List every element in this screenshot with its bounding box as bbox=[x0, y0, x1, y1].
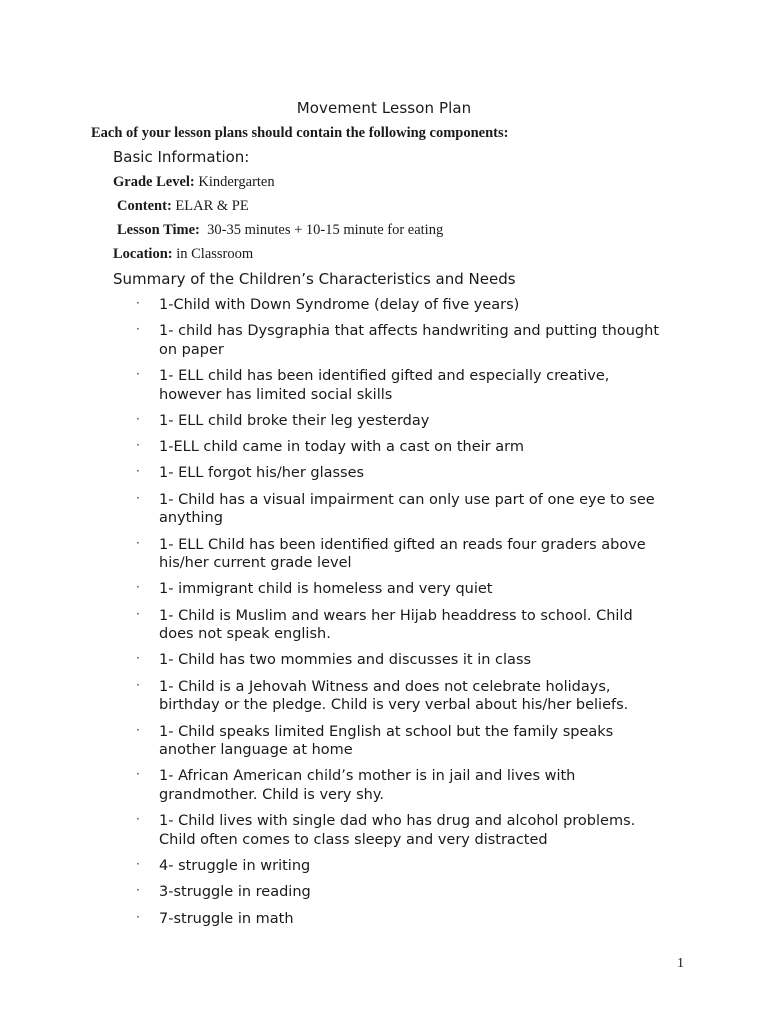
lesson-time-label: Lesson Time: bbox=[117, 222, 200, 238]
page-number: 1 bbox=[677, 956, 684, 971]
bullet-icon: · bbox=[136, 580, 140, 595]
list-item-text: 3-struggle in reading bbox=[159, 884, 311, 901]
list-item-text: 1- Child speaks limited English at school but the family speaks another language at home bbox=[159, 723, 614, 759]
bullet-icon: · bbox=[136, 606, 140, 621]
list-item-text: 1- child has Dysgraphia that affects handwriting and putting thought on paper bbox=[159, 323, 660, 358]
bullet-icon: · bbox=[136, 367, 140, 382]
bullet-icon: · bbox=[136, 535, 140, 550]
grade-level-line bbox=[113, 174, 275, 191]
location-line bbox=[113, 246, 253, 263]
location-label: Location: bbox=[113, 246, 173, 262]
list-item-text: 1- Child has a visual impairment can only use part of one eye to see anything bbox=[159, 491, 655, 527]
list-item bbox=[0, 322, 768, 359]
list-item bbox=[0, 812, 768, 849]
bullet-icon: · bbox=[136, 883, 140, 898]
content-value: ELAR & PE bbox=[171, 198, 249, 214]
list-item-text: 1- Child lives with single dad who has drug and alcohol problems. Child often comes to class sleepy and very distracted bbox=[159, 813, 636, 848]
list-item bbox=[0, 767, 768, 804]
bullet-icon: · bbox=[136, 767, 140, 782]
basic-info-heading: Basic Information: bbox=[113, 148, 250, 166]
lesson-time-value: 30-35 minutes + 10-15 minute for eating bbox=[199, 222, 444, 238]
list-item-text: 1- Child is Muslim and wears her Hijab headdress to school. Child does not speak english. bbox=[159, 607, 633, 643]
list-item-text: 1- ELL Child has been identified gifted an reads four graders above his/her current grade level bbox=[159, 536, 646, 572]
list-item-text: 1-Child with Down Syndrome (delay of five years) bbox=[159, 297, 520, 313]
list-item-text: 1- immigrant child is homeless and very quiet bbox=[159, 581, 493, 598]
list-item-text: 1-ELL child came in today with a cast on their arm bbox=[159, 439, 524, 456]
list-item bbox=[0, 367, 768, 404]
bullet-icon: · bbox=[136, 722, 140, 737]
bullet-icon: · bbox=[136, 296, 140, 310]
bullet-icon: · bbox=[136, 490, 140, 505]
list-item bbox=[0, 651, 768, 670]
list-item bbox=[0, 857, 768, 876]
lesson-time-line bbox=[117, 222, 443, 239]
bullet-icon: · bbox=[136, 411, 140, 426]
location-value: in Classroom bbox=[172, 246, 254, 262]
summary-heading: Summary of the Children’s Characteristics and Needs bbox=[113, 270, 516, 288]
bullet-icon: · bbox=[136, 677, 140, 692]
list-item-text: 1- ELL child broke their leg yesterday bbox=[159, 412, 430, 429]
bullet-icon: · bbox=[136, 651, 140, 666]
bullet-icon: · bbox=[136, 909, 140, 924]
list-item-text: 1- ELL child has been identified gifted and especially creative, however has limited social skills bbox=[159, 368, 610, 403]
list-item bbox=[0, 607, 768, 644]
bullet-icon: · bbox=[136, 812, 140, 827]
list-item-text: 1- ELL forgot his/her glasses bbox=[159, 465, 365, 482]
bullet-icon: · bbox=[136, 438, 140, 453]
bullet-icon: · bbox=[136, 464, 140, 479]
list-item bbox=[0, 580, 768, 599]
bullet-icon: · bbox=[136, 322, 140, 337]
list-item bbox=[0, 438, 768, 457]
content-label: Content: bbox=[117, 198, 172, 214]
grade-level-value: Kindergarten bbox=[194, 174, 275, 190]
bullet-icon: · bbox=[136, 856, 140, 871]
characteristics-list bbox=[0, 296, 768, 936]
list-item-text: 4- struggle in writing bbox=[159, 857, 311, 874]
list-item-text: 1- African American child’s mother is in jail and lives with grandmother. Child is very shy. bbox=[159, 768, 576, 803]
list-item-text: 1- Child has two mommies and discusses it in class bbox=[159, 652, 532, 669]
page-title: Movement Lesson Plan bbox=[296, 99, 472, 117]
list-item bbox=[0, 464, 768, 483]
list-item bbox=[0, 412, 768, 431]
list-item bbox=[0, 296, 768, 315]
list-item bbox=[0, 910, 768, 929]
list-item bbox=[0, 723, 768, 760]
list-item bbox=[0, 883, 768, 902]
content-line bbox=[117, 198, 249, 215]
list-item bbox=[0, 678, 768, 715]
grade-level-label: Grade Level: bbox=[113, 174, 195, 190]
list-item bbox=[0, 536, 768, 573]
list-item bbox=[0, 491, 768, 528]
intro-instructions: Each of your lesson plans should contain the following components: bbox=[91, 125, 509, 141]
list-item-text: 1- Child is a Jehovah Witness and does not celebrate holidays, birthday or the pledge. Child is very verbal about his/her beliefs. bbox=[159, 678, 629, 714]
list-item-text: 7-struggle in math bbox=[159, 910, 294, 927]
